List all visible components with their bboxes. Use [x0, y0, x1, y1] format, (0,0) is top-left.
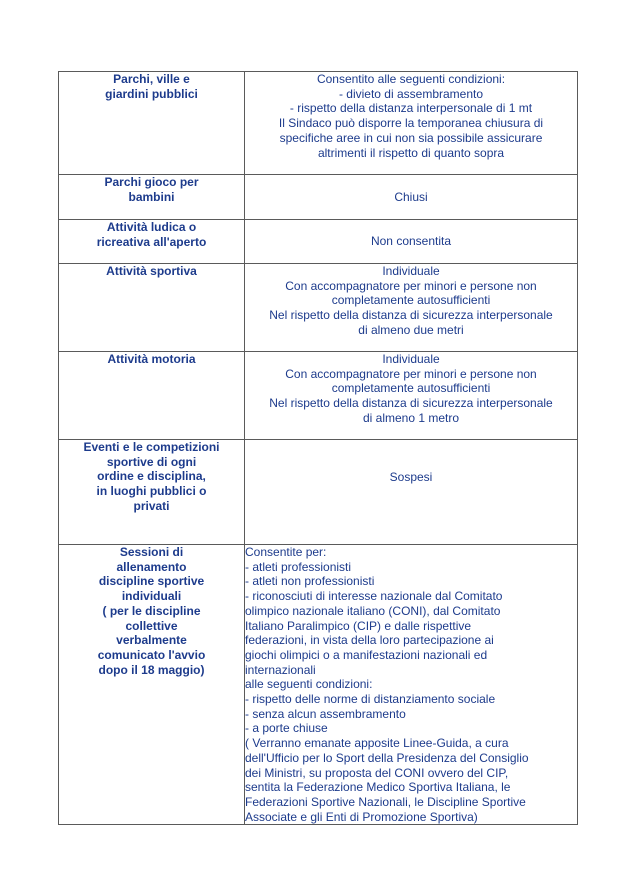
row-label-sports-activity: Attività sportiva	[59, 264, 245, 352]
table-row	[59, 352, 578, 440]
row-label-training-sessions: Sessioni di allenamento discipline sportive individuali ( per le discipline collettive verbalmente comunicato l'avvio dopo il 18 maggio)	[59, 545, 245, 825]
table-row	[59, 545, 578, 825]
regulations-table	[58, 71, 578, 825]
row-label-recreational-activity: Attività ludica o ricreativa all'aperto	[59, 220, 245, 264]
table-row	[59, 72, 578, 175]
row-value-sports-activity: Individuale Con accompagnatore per minori e persone non completamente autosufficienti Nel rispetto della distanza di sicurezza interpersonale di almeno due metri	[245, 264, 578, 352]
row-value-training-sessions: Consentite per: - atleti professionisti - atleti non professionisti - riconosciuti di interesse nazionale dal Comitato olimpico nazionale italiano (CONI), dal Comitato Italiano Paralimpico (CIP) e dalle rispettive federazioni, in vista della loro partecipazione ai giochi olimpici o a manifestazioni nazionali ed internazionali alle seguenti condizioni: - rispetto delle norme di distanziamento sociale - senza alcun assembramento - a porte chiuse ( Verranno emanate apposite Linee-Guida, a cura dell'Ufficio per lo Sport della Presidenza del Consiglio dei Ministri, su proposta del CONI ovvero del CIP, sentita la Federazione Medico Sportiva Italiana, le Federazioni Sportive Nazionali, le Discipline Sportive Associate e gli Enti di Promozione Sportiva)	[245, 545, 578, 825]
row-value-parks: Consentito alle seguenti condizioni: - divieto di assembramento - rispetto della distanza interpersonale di 1 mt Il Sindaco può disporre la temporanea chiusura di specifiche aree in cui non sia possibile assicurare altrimenti il rispetto di quanto sopra	[245, 72, 578, 175]
row-value-recreational-activity: Non consentita	[245, 220, 578, 264]
table-row	[59, 264, 578, 352]
row-label-sports-events: Eventi e le competizioni sportive di ogni ordine e disciplina, in luoghi pubblici o privati	[59, 440, 245, 545]
row-value-sports-events: Sospesi	[245, 440, 578, 545]
row-value-motor-activity: Individuale Con accompagnatore per minori e persone non completamente autosufficienti Nel rispetto della distanza di sicurezza interpersonale di almeno 1 metro	[245, 352, 578, 440]
row-label-motor-activity: Attività motoria	[59, 352, 245, 440]
row-label-parks: Parchi, ville e giardini pubblici	[59, 72, 245, 175]
row-label-playgrounds: Parchi gioco per bambini	[59, 175, 245, 220]
table-row	[59, 175, 578, 220]
row-value-playgrounds: Chiusi	[245, 175, 578, 220]
table-row	[59, 220, 578, 264]
table-row	[59, 440, 578, 545]
